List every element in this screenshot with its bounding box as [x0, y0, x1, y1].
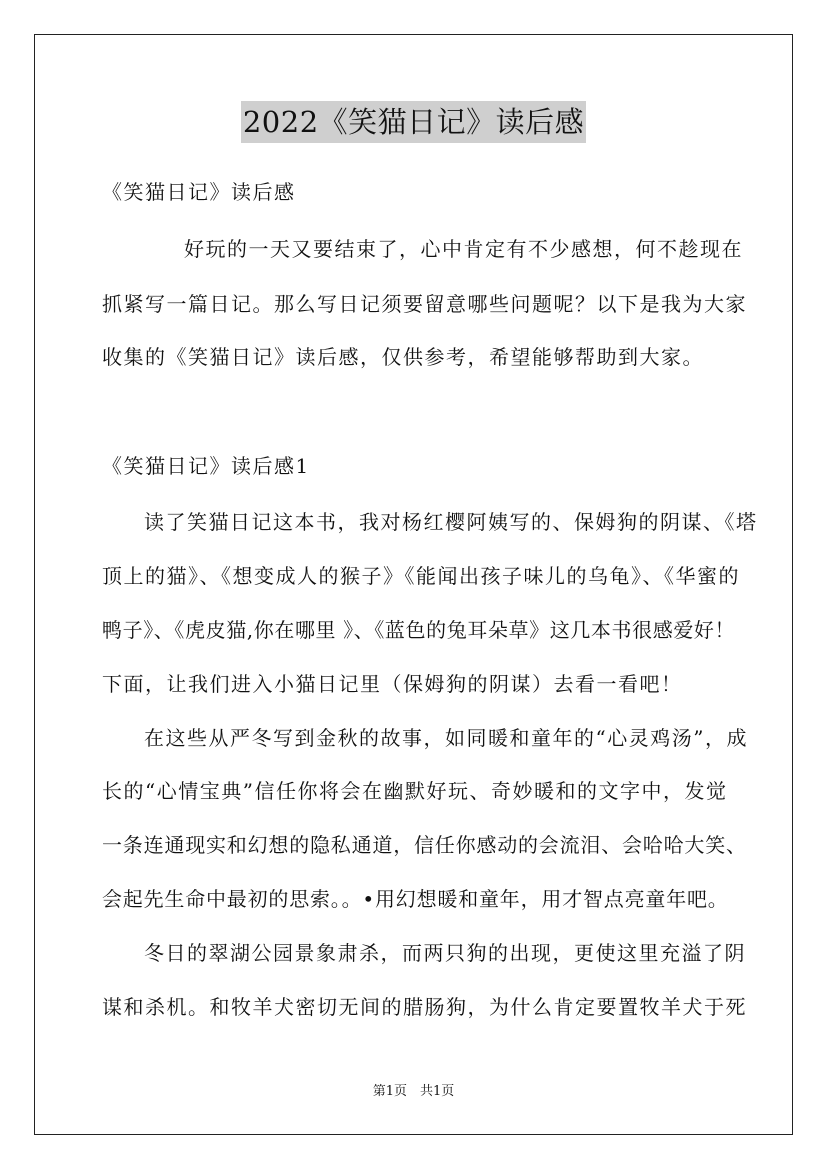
body-line: 在这些从严冬写到金秋的故事，如同暖和童年的“心灵鸡汤”，成: [144, 726, 748, 750]
body-line: 谋和杀机。和牧羊犬密切无间的腊肠狗，为什么肯定要置牧羊犬于死: [102, 995, 747, 1019]
body-line: 读了笑猫日记这本书，我对杨红樱阿姨写的、保姆狗的阴谋、《塔: [144, 510, 758, 534]
body-line: 鸭子》、《虎皮猫,你在哪里 》、《蓝色的兔耳朵草》这几本书很感爱好！: [102, 618, 736, 642]
intro-line: 好玩的一天又要结束了，心中肯定有不少感想，何不趁现在: [184, 237, 743, 261]
body-line: 下面，让我们进入小猫日记里（保姆狗的阴谋）去看一看吧！: [102, 672, 683, 696]
title-container: [0, 101, 827, 143]
body-line: 顶上的猫》、《想变成人的猴子》《能闻出孩子味儿的乌龟》、《华蜜的: [102, 564, 740, 588]
body-line: 冬日的翠湖公园景象肃杀，而两只狗的出现，更使这里充溢了阴: [144, 941, 746, 965]
intro-line: 抓紧写一篇日记。那么写日记须要留意哪些问题呢？以下是我为大家: [102, 292, 747, 316]
subtitle: 《笑猫日记》读后感: [102, 180, 296, 204]
body-line: 一条连通现实和幻想的隐私通道，信任你感动的会流泪、会哈哈大笑、: [102, 833, 747, 857]
intro-line: 收集的《笑猫日记》读后感，仅供参考，希望能够帮助到大家。: [102, 345, 704, 369]
section-heading: 《笑猫日记》读后感1: [102, 454, 310, 478]
body-line: 长的“心情宝典”信任你将会在幽默好玩、奇妙暖和的文字中，发觉: [102, 779, 728, 803]
body-line: 会起先生命中最初的思索。。•用幻想暖和童年，用才智点亮童年吧。: [102, 887, 729, 911]
page-footer: 第1页 共1页: [372, 1084, 455, 1099]
document-title: 2022《笑猫日记》读后感: [241, 101, 586, 143]
